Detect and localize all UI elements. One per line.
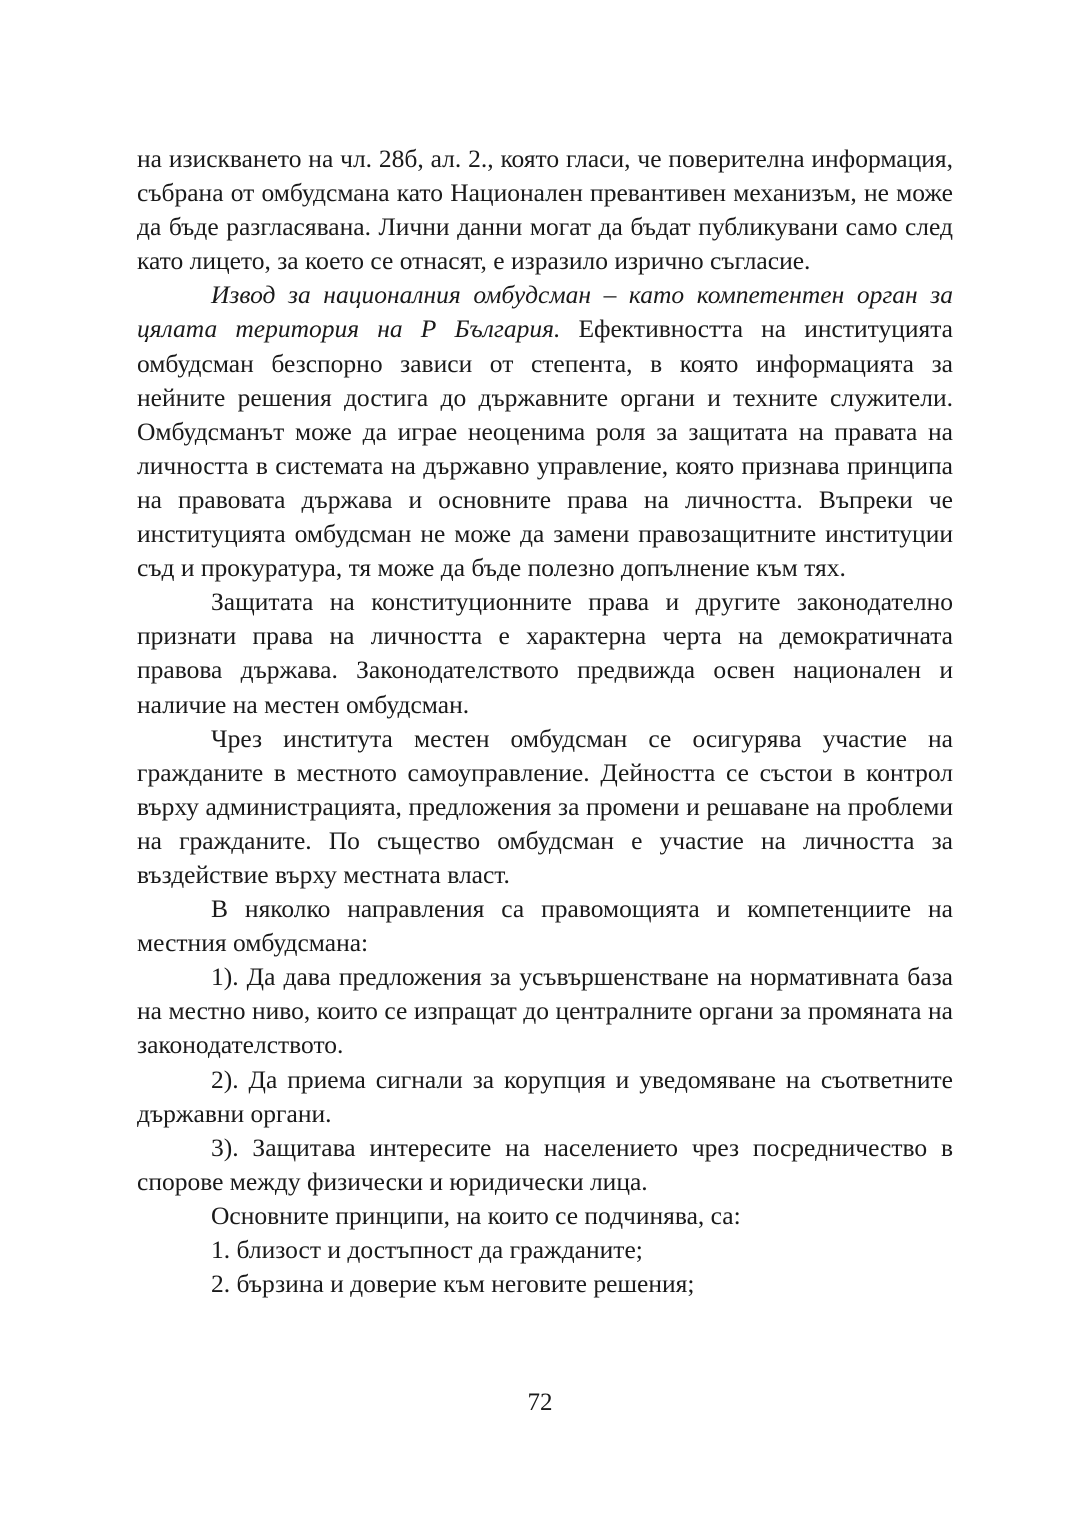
list-item-1-text: 1). Да дава предложения за усъвършенстване на нормативната база на местно ниво, които се изпращат до централните органи за промяната на законодателството. — [137, 962, 953, 1060]
principle-item-1-text: 1. близост и достъпност да гражданите; — [211, 1235, 643, 1264]
list-item-1 — [137, 960, 953, 1062]
paragraph-1-text: на изискването на чл. 28б, ал. 2., която гласи, че поверителна информация, събрана от омбудсмана като Национален превантивен механизъм, не може да бъде разгласявана. Лични данни могат да бъдат публикувани само след като лицето, за което се отнасят, е изразило изрично съгласие. — [137, 144, 953, 276]
principle-item-2 — [137, 1267, 953, 1301]
paragraph-2-italic-heading: Извод за националния омбудсман – като компетентен орган за цялата територия на Р България. — [137, 280, 953, 344]
principles-intro — [137, 1199, 953, 1233]
paragraph-3 — [137, 585, 953, 721]
page-body — [137, 142, 953, 1301]
page-number: 72 — [527, 1389, 553, 1416]
paragraph-1 — [137, 142, 953, 278]
paragraph-3-text: Защитата на конституционните права и другите законодателно признати права на личността е характерна черта на демократичната правова държава. Законодателството предвижда освен национален и наличие на местен омбудсман. — [137, 587, 953, 719]
principles-intro-text: Основните принципи, на които се подчинява, са: — [211, 1200, 741, 1230]
list-item-3-text: 3). Защитава интересите на населението чрез посредничество в спорове между физически и юридически лица. — [137, 1132, 953, 1196]
paragraph-2 — [137, 278, 953, 585]
paragraph-5 — [137, 892, 953, 960]
list-item-2-text: 2). Да приема сигнали за корупция и уведомяване на съответните държавни органи. — [137, 1064, 953, 1128]
principle-item-1 — [137, 1233, 953, 1267]
paragraph-5-text: В няколко направления са правомощията и компетенциите на местния омбудсмана: — [137, 894, 953, 958]
principle-item-2-text: 2. бързина и доверие към неговите решения; — [211, 1269, 695, 1299]
paragraph-4 — [137, 722, 953, 892]
paragraph-2-text: Ефективността на институцията омбудсман безспорно зависи от степента, в която информацията за нейните решения достига до държавните органи и техните служители. Омбудсманът може да играе неоценима роля за защитата на правата на личността в системата на държавно управление, която признава принципа на правовата държава и основните права на личността. Въпреки че институцията омбудсман не може да замени правозащитните институции съд и прокуратура, тя може да бъде полезно допълнение към тях. — [137, 314, 953, 583]
paragraph-4-text: Чрез института местен омбудсман се осигурява участие на гражданите в местното самоуправление. Дейността се състои в контрол върху администрацията, предложения за промени и решаване на проблеми на гражданите. По същество омбудсман е участие на личността за въздействие върху местната власт. — [137, 723, 953, 889]
list-item-3 — [137, 1131, 953, 1199]
list-item-2 — [137, 1063, 953, 1131]
